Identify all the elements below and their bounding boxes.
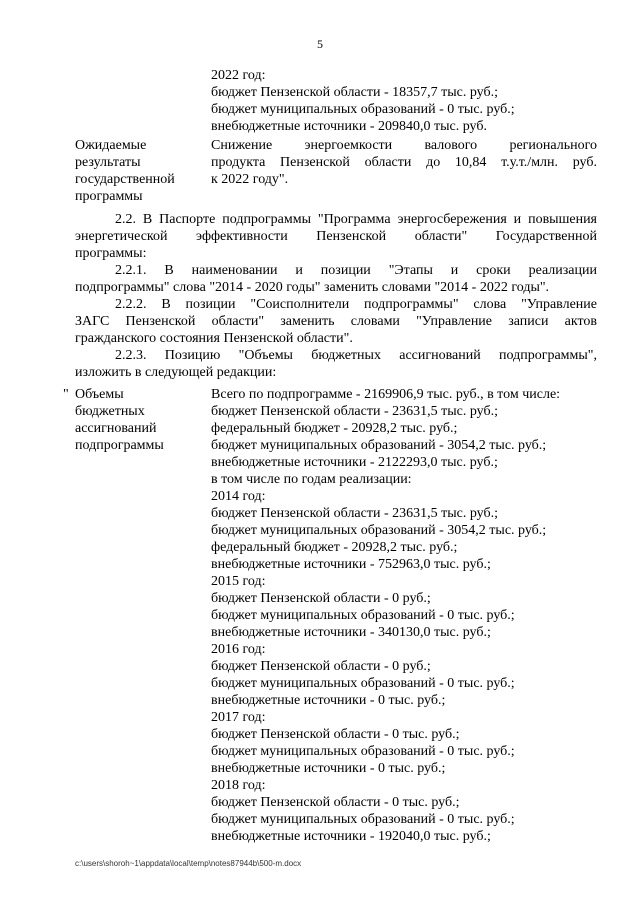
text-line: федеральный бюджет - 20928,2 тыс. руб.; bbox=[211, 540, 458, 555]
paragraph-2-2-3 bbox=[75, 347, 597, 381]
label-line: подпрограммы bbox=[75, 438, 164, 453]
file-path-footer: c:\users\shoroh~1\appdata\local\temp\notes87944b\500-m.docx bbox=[75, 859, 302, 868]
text-line: бюджет муниципальных образований - 3054,2 тыс. руб.; bbox=[211, 523, 547, 538]
funding-2022-cell bbox=[211, 67, 597, 135]
empty-label-cell bbox=[75, 67, 211, 135]
text-line: внебюджетные источники - 0 тыс. руб.; bbox=[211, 693, 446, 708]
text-line: энергетической эффективности Пензенской области" Государственной bbox=[75, 229, 597, 244]
text-line: бюджет муниципальных образований - 0 тыс. руб.; bbox=[211, 744, 515, 759]
text-line: подпрограммы" слова "2014 - 2020 годы" заменить словами "2014 - 2022 годы". bbox=[75, 280, 550, 295]
paragraph-2-2-1 bbox=[75, 262, 597, 296]
expected-results-value bbox=[211, 137, 597, 205]
text-line: продукта Пензенской области до 10,84 т.у.т./млн. руб. bbox=[211, 155, 597, 170]
text-line: бюджет Пензенской области - 0 руб.; bbox=[211, 591, 431, 606]
label-line: программы bbox=[75, 189, 143, 204]
label-line: ассигнований bbox=[75, 421, 157, 436]
text-line: внебюджетные источники - 752963,0 тыс. руб.; bbox=[211, 557, 491, 572]
label-line: Объемы bbox=[75, 387, 124, 402]
text-line: изложить в следующей редакции: bbox=[75, 365, 277, 380]
text-line: 2.2.1. В наименовании и позиции "Этапы и сроки реализации bbox=[115, 263, 597, 278]
text-line: программы: bbox=[75, 246, 147, 261]
page-number: 5 bbox=[317, 37, 323, 51]
text-line: бюджет Пензенской области - 0 тыс. руб.; bbox=[211, 795, 460, 810]
text-line: 2.2.3. Позицию "Объемы бюджетных ассигнований подпрограммы", bbox=[115, 348, 597, 363]
expected-results-label bbox=[75, 137, 211, 205]
text-line: бюджет муниципальных образований - 0 тыс. руб.; bbox=[211, 676, 515, 691]
budget-volumes-value bbox=[211, 386, 597, 845]
opening-quote: " bbox=[63, 387, 69, 402]
text-line: бюджет Пензенской области - 0 тыс. руб.; bbox=[211, 727, 460, 742]
text-line: бюджет Пензенской области - 23631,5 тыс. руб.; bbox=[211, 404, 499, 419]
text-line: Снижение энергоемкости валового регионального bbox=[211, 138, 597, 153]
text-line: федеральный бюджет - 20928,2 тыс. руб.; bbox=[211, 421, 458, 436]
text-line: 2022 год: bbox=[211, 68, 266, 83]
text-line: бюджет муниципальных образований - 0 тыс. руб.; bbox=[211, 102, 515, 117]
text-line: к 2022 году". bbox=[211, 172, 289, 187]
budget-volumes-row bbox=[75, 386, 597, 845]
expected-results-row bbox=[75, 137, 597, 205]
text-line: 2015 год: bbox=[211, 574, 266, 589]
text-line: Всего по подпрограмме - 2169906,9 тыс. руб., в том числе: bbox=[211, 387, 561, 402]
label-line: бюджетных bbox=[75, 404, 145, 419]
text-line: бюджет Пензенской области - 0 руб.; bbox=[211, 659, 431, 674]
text-line: бюджет Пензенской области - 23631,5 тыс. руб.; bbox=[211, 506, 499, 521]
paragraph-2-2-2 bbox=[75, 296, 597, 347]
text-line: бюджет Пензенской области - 18357,7 тыс. руб.; bbox=[211, 85, 499, 100]
label-line: результаты bbox=[75, 155, 141, 170]
text-line: бюджет муниципальных образований - 0 тыс. руб.; bbox=[211, 812, 515, 827]
text-line: 2.2.2. В позиции "Соисполнители подпрограммы" слова "Управление bbox=[115, 297, 597, 312]
text-line: 2014 год: bbox=[211, 489, 266, 504]
text-line: бюджет муниципальных образований - 0 тыс. руб.; bbox=[211, 608, 515, 623]
text-line: внебюджетные источники - 2122293,0 тыс. руб.; bbox=[211, 455, 498, 470]
label-line: Ожидаемые bbox=[75, 138, 147, 153]
text-line: 2018 год: bbox=[211, 778, 266, 793]
text-line: ЗАГС Пензенской области" заменить словами "Управление записи актов bbox=[75, 314, 597, 329]
text-line: внебюджетные источники - 192040,0 тыс. руб.; bbox=[211, 829, 491, 844]
budget-volumes-label bbox=[75, 386, 211, 845]
label-line: государственной bbox=[75, 172, 175, 187]
text-line: гражданского состояния Пензенской области". bbox=[75, 331, 353, 346]
text-line: 2016 год: bbox=[211, 642, 266, 657]
paragraph-2-2 bbox=[75, 211, 597, 262]
text-line: 2017 год: bbox=[211, 710, 266, 725]
funding-continuation bbox=[75, 67, 597, 135]
text-line: 2.2. В Паспорте подпрограммы "Программа энергосбережения и повышения bbox=[115, 212, 597, 227]
text-line: внебюджетные источники - 340130,0 тыс. руб.; bbox=[211, 625, 491, 640]
text-line: внебюджетные источники - 209840,0 тыс. руб. bbox=[211, 119, 487, 134]
text-line: внебюджетные источники - 0 тыс. руб.; bbox=[211, 761, 446, 776]
text-line: в том числе по годам реализации: bbox=[211, 472, 412, 487]
text-line: бюджет муниципальных образований - 3054,2 тыс. руб.; bbox=[211, 438, 547, 453]
